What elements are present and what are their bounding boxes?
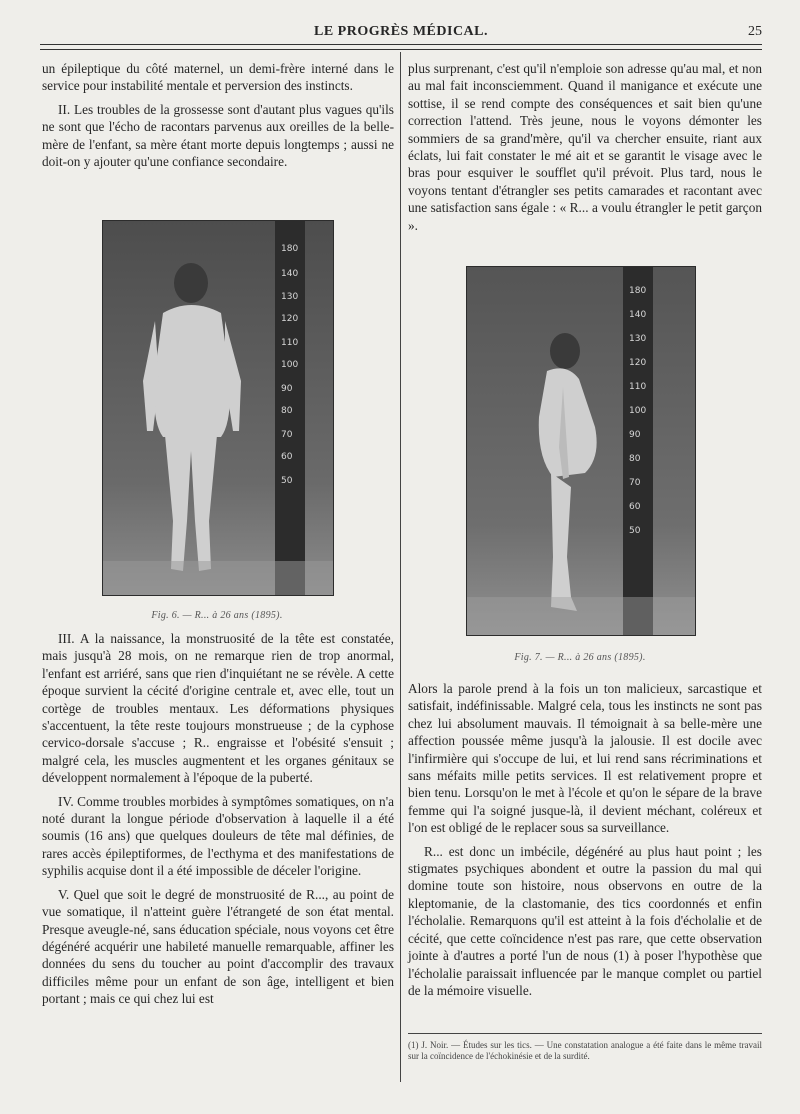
scale-label: 90 (629, 430, 641, 440)
scale-label: 100 (629, 406, 647, 416)
left-column-bottom (42, 630, 394, 1008)
running-head (40, 24, 762, 44)
scale-label: 80 (281, 406, 293, 416)
scale-label: 60 (281, 452, 293, 462)
scale-label: 110 (281, 338, 299, 348)
scale-label: 50 (629, 526, 641, 536)
page-number: 25 (748, 24, 762, 39)
footnote: (1) J. Noir. — Études sur les tics. — Une constatation analogue a été faite dans le même travail sur la coïncidence de l'échokinésie et de la surdité. (408, 1040, 762, 1061)
paragraph: plus surprenant, c'est qu'il n'emploie son adresse qu'au mal, et non au mal fait inconsciemment. Quand il manigance et exécute une sottise, il se rend compte des conséquences et sait bien qu'une correction l'attend. Très jeune, nous le voyons démonter les sommiers de sa grand'mère, qu'il va chercher ensuite, riant aux éclats, lui fait constater le mé ait et se garantit le visage avec le bras pour esquiver le soufflet qu'il prévoit. Plus tard, nous le voyons tentant d'étrangler ses petits camarades et racontant avec une satisfaction sans égale : « R... a voulu étrangler le petit garçon ». (408, 61, 762, 233)
scale-label: 60 (629, 502, 641, 512)
scale-label: 100 (281, 360, 299, 370)
scale-label: 180 (281, 244, 299, 254)
scale-label: 80 (629, 454, 641, 464)
right-column-bottom (408, 680, 762, 999)
paragraph: Alors la parole prend à la fois un ton malicieux, sarcastique et satisfait, indéfinissable. Malgré cela, tous les instincts ne sont pas chez lui absolument mauvais. Il témoignait à sa belle-mère une affection poussée même jusqu'à la jalousie. Il est docile avec l'infirmière qui s'occupe de lui, et lui rend sans récriminations et sans méfaits mille petits services. Il est relativement propre et bien tenu. Lorsqu'on le met à l'école et qu'on le sépare de la brave femme qui l'a soigné jusque-là, il devient méchant, coléreux et l'on est obligé de le replacer sous sa surveillance. (408, 681, 762, 836)
right-column-top (408, 60, 762, 234)
paragraph: IV. Comme troubles morbides à symptômes somatiques, on n'a noté durant la longue période d'observation à laquelle il a été soumis (16 ans) que quelques douleurs de tête mal définies, de rares accès épileptiformes, de l'ecthyma et des manifestations de syphilis acquise dont il a été impossible de déceler l'origine. (42, 793, 394, 879)
paragraph: II. Les troubles de la grossesse sont d'autant plus vagues qu'ils ne sont que l'écho de racontars parvenus aux oreilles de la belle-mère de l'enfant, sa mère étant morte depuis longtemps ; aussi ne doit-on y ajouter qu'une confiance secondaire. (42, 101, 394, 170)
left-column-top (42, 60, 394, 170)
scale-label: 140 (629, 310, 647, 320)
header-double-rule (40, 44, 762, 50)
journal-title: LE PROGRÈS MÉDICAL. (313, 24, 489, 39)
column-divider (400, 52, 401, 1082)
figure-7-photograph (466, 266, 696, 636)
scale-label: 120 (281, 314, 299, 324)
scale-label: 130 (281, 292, 299, 302)
scale-label: 90 (281, 384, 293, 394)
paragraph: III. A la naissance, la monstruosité de la tête est constatée, mais jusqu'à 28 mois, on ne remarque rien de trop anormal, l'enfant est arriéré, sans que rien d'inquiétant ne se révèle. A cette époque survient la cécité d'origine centrale et, avec elle, tout un cortège de troubles mentaux. Les déformations physiques s'accentuent, la tête reste toujours monstrueuse ; de la cyphose cervico-dorsale s'accuse ; R.. engraisse et l'obésité s'ensuit ; malgré cela, les muscles augmentent et les organes génitaux se développent normalement à l'époque de la puberté. (42, 631, 394, 786)
scale-label: 110 (629, 382, 647, 392)
paragraph: R... est donc un imbécile, dégénéré au plus haut point ; les stigmates psychiques abondent et outre la passion du mal qui domine toute son histoire, nous observons en outre de la kleptomanie, de la clastomanie, des tics coordonnés et enfin l'écholalie. Remarquons qu'il est atteint à la fois d'écholalie et de cécité, que cette coïncidence n'est pas rare, que cette observation jointe à d'autres a porté l'un de nous (1) à poser l'hypothèse que l'écholalie paraissait influencée par le manque complet ou partiel de la mémoire visuelle. (408, 843, 762, 998)
paragraph: un épileptique du côté maternel, un demi-frère interné dans le service pour instabilité mentale et perversion des instincts. (42, 61, 394, 94)
scale-label: 120 (629, 358, 647, 368)
scale-label: 130 (629, 334, 647, 344)
figure-6-image (103, 221, 333, 595)
scale-label: 140 (281, 269, 299, 279)
scale-label: 70 (629, 478, 641, 488)
scale-label: 50 (281, 476, 293, 486)
figure-7-image (467, 267, 695, 635)
figure-6-photograph (102, 220, 334, 596)
measuring-scale (623, 267, 653, 635)
figure-7-caption: Fig. 7. — R... à 26 ans (1895). (514, 652, 646, 663)
scale-label: 180 (629, 286, 647, 296)
scale-label: 70 (281, 430, 293, 440)
footnote-rule (408, 1033, 762, 1034)
paragraph: V. Quel que soit le degré de monstruosité de R..., au point de vue somatique, il n'atteint guère l'étrangeté de son état mental. Presque aveugle-né, sans éducation spéciale, nous voyons cet être dégénéré acquérir une habileté manuelle remarquable, affiner les données du sens du toucher au point d'accomplir des travaux difficiles même pour un enfant de son âge, intelligent et bien portant ; mais ce qui chez lui est (42, 886, 394, 1007)
figure-6-caption: Fig. 6. — R... à 26 ans (1895). (151, 610, 283, 621)
